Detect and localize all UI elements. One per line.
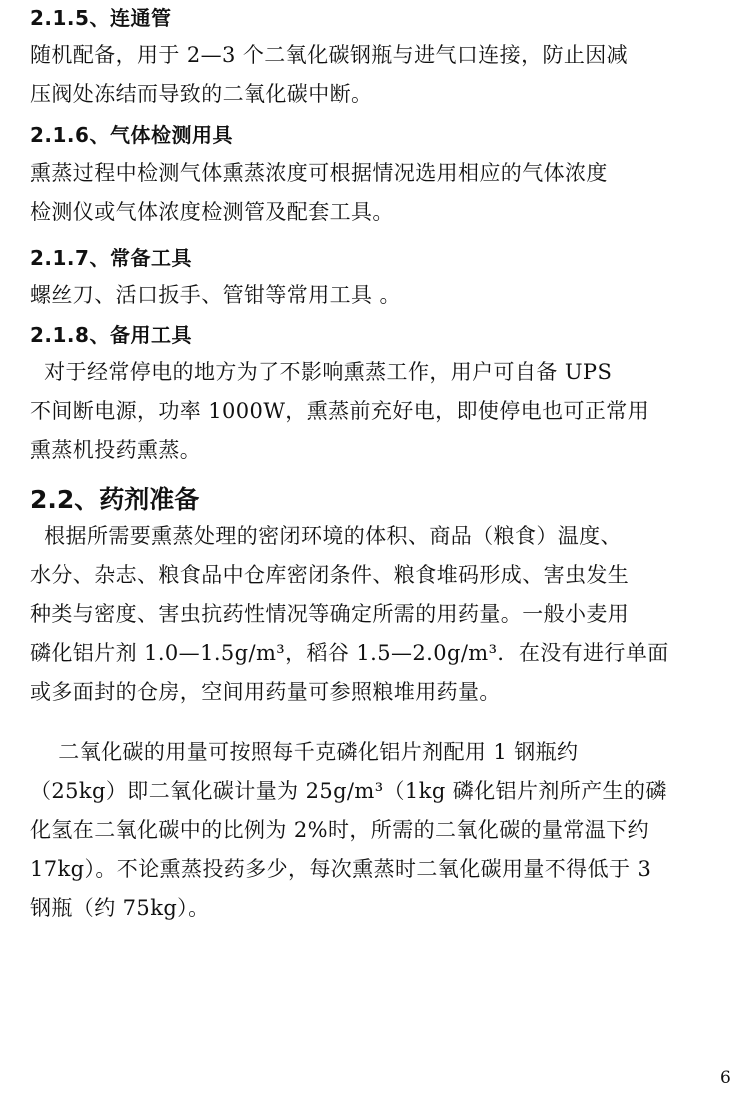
text-line: 随机配备，用于 2—3 个二氧化碳钢瓶与进气口连接，防止因减 — [30, 43, 629, 67]
section-body-2-1-6 — [30, 154, 736, 232]
section-body-2-1-5 — [30, 36, 736, 114]
text-line: 根据所需要熏蒸处理的密闭环境的体积、商品（粮食）温度、 — [30, 524, 622, 548]
page-number: 6 — [720, 1068, 731, 1088]
text-line: 种类与密度、害虫抗药性情况等确定所需的用药量。一般小麦用 — [30, 602, 630, 626]
section-heading-2-1-7: 2.1.7、常备工具 — [30, 246, 192, 270]
text-line: （25kg）即二氧化碳计量为 25g/m³（1kg 磷化铝片剂所产生的磷 — [30, 779, 667, 803]
text-line: 水分、杂志、粮食品中仓库密闭条件、粮食堆码形成、害虫发生 — [30, 563, 630, 587]
text-line: 检测仪或气体浓度检测管及配套工具。 — [30, 200, 394, 224]
text-line: 或多面封的仓房，空间用药量可参照粮堆用药量。 — [30, 680, 501, 704]
text-line: 不间断电源，功率 1000W，熏蒸前充好电，即使停电也可正常用 — [30, 399, 650, 423]
text-line: 磷化铝片剂 1.0—1.5g/m³，稻谷 1.5—2.0g/m³．在没有进行单面 — [30, 641, 669, 665]
section-body-2-2-paragraph-1 — [30, 517, 736, 712]
text-line: 钢瓶（约 75kg）。 — [30, 896, 210, 920]
section-heading-2-1-8: 2.1.8、备用工具 — [30, 323, 192, 347]
text-line: 化氢在二氧化碳中的比例为 2%时，所需的二氧化碳的量常温下约 — [30, 818, 649, 842]
text-line: 螺丝刀、活口扳手、管钳等常用工具 。 — [30, 283, 401, 307]
section-heading-2-1-6: 2.1.6、气体检测用具 — [30, 123, 233, 147]
section-body-2-1-8 — [30, 353, 736, 470]
section-heading-2-2: 2.2、药剂准备 — [30, 485, 200, 514]
text-line: 17kg）。不论熏蒸投药多少，每次熏蒸时二氧化碳用量不得低于 3 — [30, 857, 652, 881]
section-heading-2-1-5: 2.1.5、连通管 — [30, 6, 172, 30]
text-line: 二氧化碳的用量可按照每千克磷化铝片剂配用 1 钢瓶约 — [30, 740, 579, 764]
text-line: 对于经常停电的地方为了不影响熏蒸工作，用户可自备 UPS — [30, 360, 613, 384]
section-body-2-1-7 — [30, 276, 736, 315]
text-line: 压阀处冻结而导致的二氧化碳中断。 — [30, 82, 373, 106]
section-body-2-2-paragraph-2 — [30, 733, 736, 928]
text-line: 熏蒸机投药熏蒸。 — [30, 438, 202, 462]
text-line: 熏蒸过程中检测气体熏蒸浓度可根据情况选用相应的气体浓度 — [30, 161, 608, 185]
